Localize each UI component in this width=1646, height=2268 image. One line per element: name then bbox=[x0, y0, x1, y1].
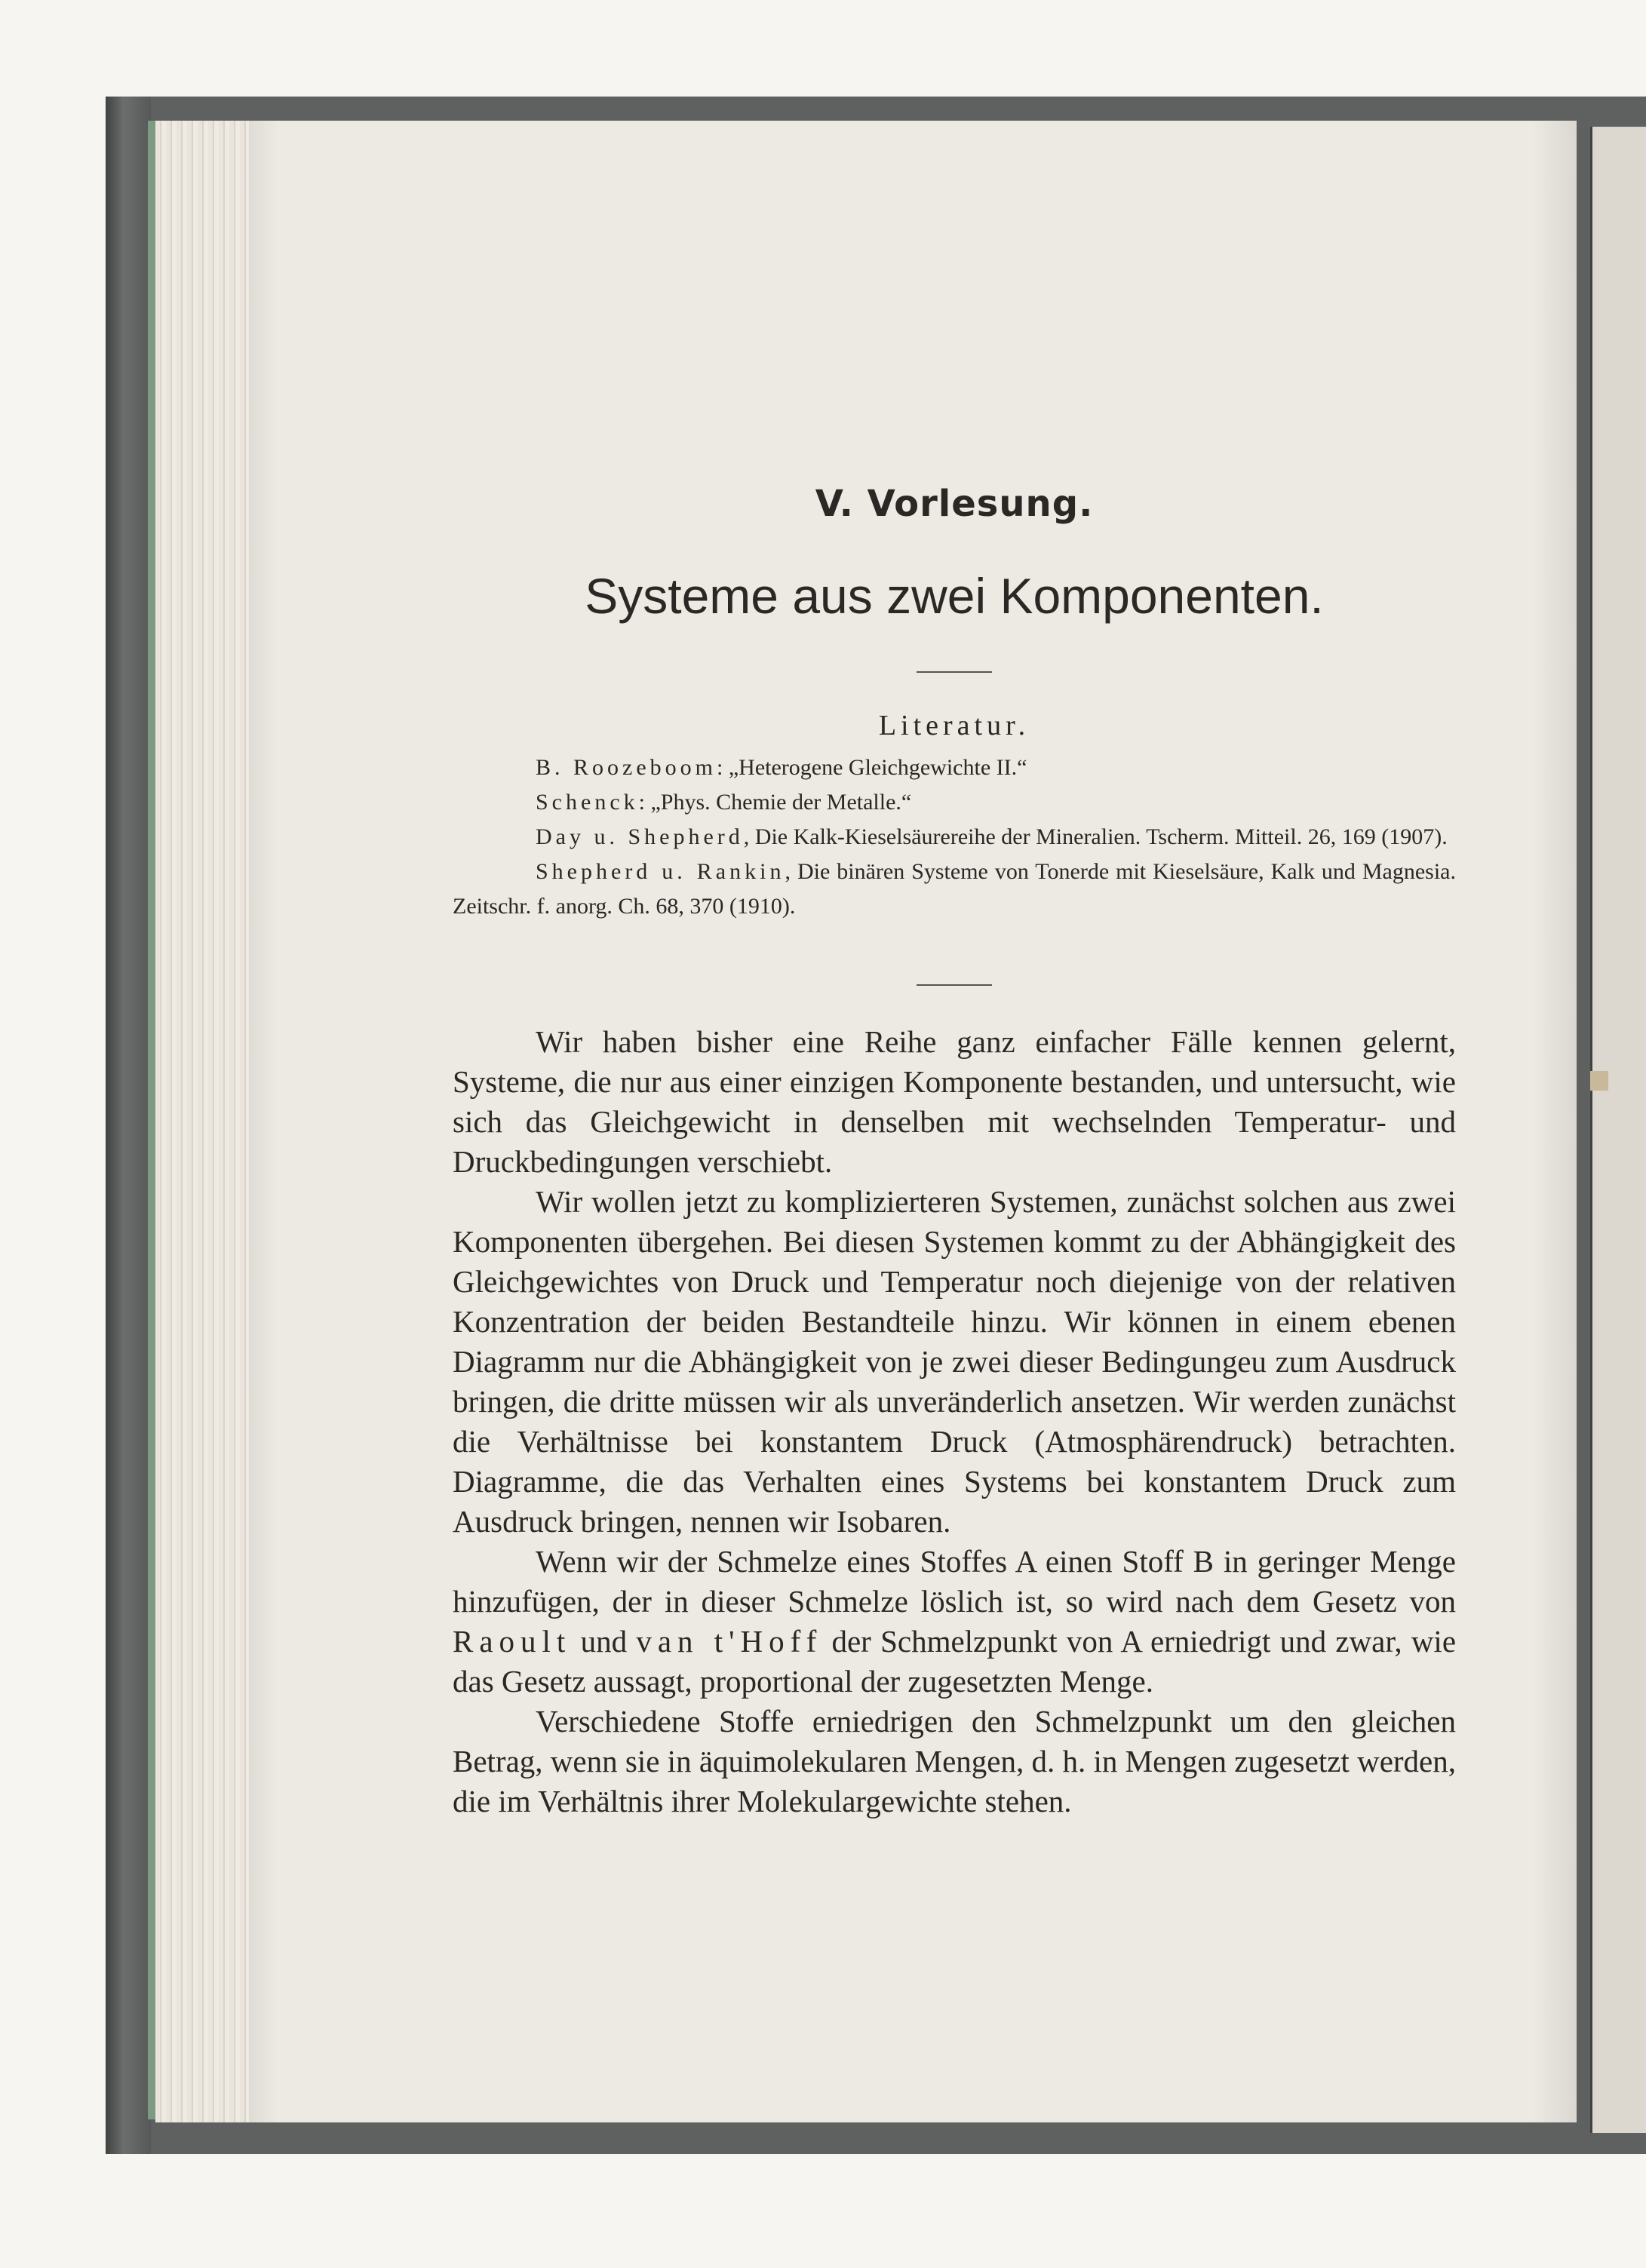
reference-text: : „Heterogene Gleichgewichte II.“ bbox=[717, 755, 1027, 780]
reference-item bbox=[453, 820, 1456, 855]
paper-tab bbox=[1590, 1071, 1608, 1091]
paragraph: Wir wollen jetzt zu komplizierteren Systemen, zunächst solchen aus zwei Komponenten übergehen. Bei diesen Systemen kommt zu der Abhängigkeit des Gleichgewichtes von Druck und Temperatur noch diejenige von der relativen Konzentration der beiden Bestandteile hinzu. Wir können in einem ebenen Diagramm nur die Abhängigkeit von je zwei dieser Bedingungeu zum Ausdruck bringen, die dritte müssen wir als unveränderlich ansetzen. Wir werden zunächst die Verhältnisse bei konstantem Druck (Atmosphärendruck) betrachten. Diagramme, die das Verhalten eines Systems bei konstantem Druck zum Ausdruck bringen, nennen wir Isobaren. bbox=[453, 1184, 1456, 1539]
literature-heading: Literatur. bbox=[878, 710, 1030, 741]
reference-item bbox=[453, 750, 1456, 785]
paragraph: Wir haben bisher eine Reihe ganz einfacher Fälle kennen gelernt, Systeme, die nur aus einer einzigen Komponente bestanden, und untersucht, wie sich das Gleichgewicht in denselben mit wechselnden Temperatur- und Druckbedingungen verschiebt. bbox=[453, 1024, 1456, 1179]
literature-list bbox=[453, 750, 1456, 924]
facing-page-edge bbox=[1590, 127, 1646, 2133]
paragraph-text: Wenn wir der Schmelze eines Stoffes A einen Stoff B in geringer Menge hinzufügen, der in dieser Schmelze löslich ist, so wird nach dem Gesetz von bbox=[453, 1544, 1456, 1619]
paragraph-text: der Schmelzpunkt von A erniedrigt und zwar, wie das Gesetz aussagt, proportional der zugesetzten Menge. bbox=[453, 1624, 1457, 1699]
reference-text: , Die Kalk-Kieselsäurereihe der Mineralien. Tscherm. Mitteil. 26, 169 (1907). bbox=[743, 824, 1448, 849]
reference-author: Shepherd u. Rankin bbox=[536, 859, 785, 884]
paragraph-text: und bbox=[571, 1624, 637, 1659]
literature-divider bbox=[917, 984, 992, 986]
reference-author: B. Roozeboom bbox=[536, 755, 717, 780]
reference-text: : „Phys. Chemie der Metalle.“ bbox=[638, 790, 912, 815]
paragraph: Verschiedene Stoffe erniedrigen den Schmelzpunkt um den gleichen Betrag, wenn sie in äquimolekularen Mengen, d. h. in Mengen zugesetzt werden, die im Verhältnis ihrer Molekulargewichte stehen. bbox=[453, 1704, 1456, 1818]
title-divider bbox=[917, 671, 992, 673]
reference-item bbox=[453, 785, 1456, 820]
lecture-number: V. Vorlesung. bbox=[815, 483, 1094, 525]
chapter-title: Systeme aus zwei Komponenten. bbox=[585, 568, 1324, 624]
reference-item bbox=[453, 855, 1456, 924]
reference-text: , Die binären Systeme von Tonerde mit Kieselsäure, Kalk und Magnesia. Zeitschr. f. anorg. Ch. 68, 370 (1910). bbox=[453, 859, 1456, 919]
page-stack-edge bbox=[155, 121, 253, 2122]
paragraph bbox=[453, 1542, 1456, 1702]
book-spine bbox=[106, 97, 151, 2154]
cover-green-edge bbox=[148, 121, 155, 2119]
reference-author: Schenck bbox=[536, 790, 639, 815]
body-text bbox=[453, 1022, 1456, 1821]
author-name: Raoult bbox=[453, 1624, 572, 1659]
reference-author: Day u. Shepherd bbox=[536, 824, 744, 849]
author-name: van t'Hoff bbox=[636, 1624, 823, 1659]
